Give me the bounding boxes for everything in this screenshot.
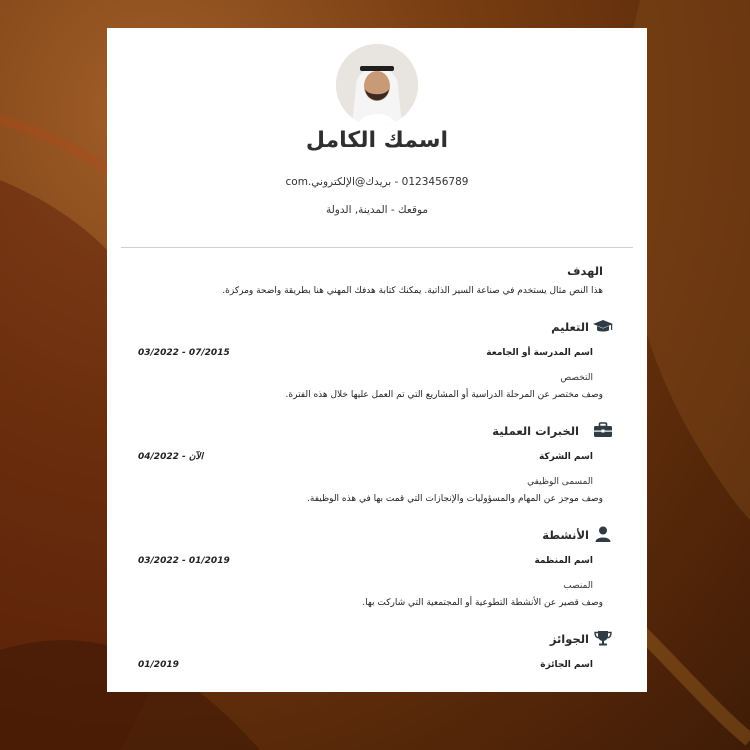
education-date: 03/2022 - 07/2015	[138, 348, 230, 358]
experience-job-title: المسمى الوظيفي	[527, 477, 593, 487]
awards-heading: الجوائز	[549, 632, 589, 646]
activities-heading: الأنشطة	[542, 528, 589, 542]
experience-heading: الخبرات العملية	[492, 424, 579, 438]
experience-company: اسم الشركة	[538, 452, 593, 462]
objective-heading: الهدف	[567, 264, 603, 278]
education-school: اسم المدرسة أو الجامعة	[486, 348, 593, 358]
education-major: التخصص	[560, 373, 593, 383]
activities-date: 03/2022 - 01/2019	[138, 556, 230, 566]
experience-date: 04/2022 - الآن	[138, 452, 204, 462]
activities-description: وصف قصير عن الأنشطة التطوعية أو المجتمعية التي شاركت بها.	[362, 598, 603, 608]
experience-description: وصف موجز عن المهام والمسؤوليات والإنجازات التي قمت بها في هذه الوظيفة.	[307, 494, 603, 504]
award-date: 01/2019	[138, 660, 179, 670]
resume-page	[107, 28, 647, 692]
full-name: اسمك الكامل	[305, 128, 449, 153]
activities-position: المنصب	[563, 581, 593, 591]
trophy-icon	[593, 630, 613, 646]
graduation-cap-icon	[593, 318, 613, 334]
header-divider	[121, 247, 633, 248]
person-icon	[593, 526, 613, 542]
location-info: موقعك - المدينة, الدولة	[325, 204, 429, 216]
education-description: وصف مختصر عن المرحلة الدراسية أو المشاريع التي تم العمل عليها خلال هذه الفترة.	[285, 390, 603, 400]
activities-organization: اسم المنظمة	[534, 556, 593, 566]
profile-photo	[336, 44, 418, 126]
objective-text: هذا النص مثال يستخدم في صناعة السير الذاتية. يمكنك كتابة هدفك المهني هنا بطريقة واضحة ومركزة.	[222, 286, 603, 296]
award-name: اسم الجائزة	[540, 660, 593, 670]
education-heading: التعليم	[551, 320, 589, 334]
contact-info: 0123456789 - بريدك@الإلكتروني.com	[285, 176, 469, 188]
briefcase-icon	[593, 422, 613, 438]
